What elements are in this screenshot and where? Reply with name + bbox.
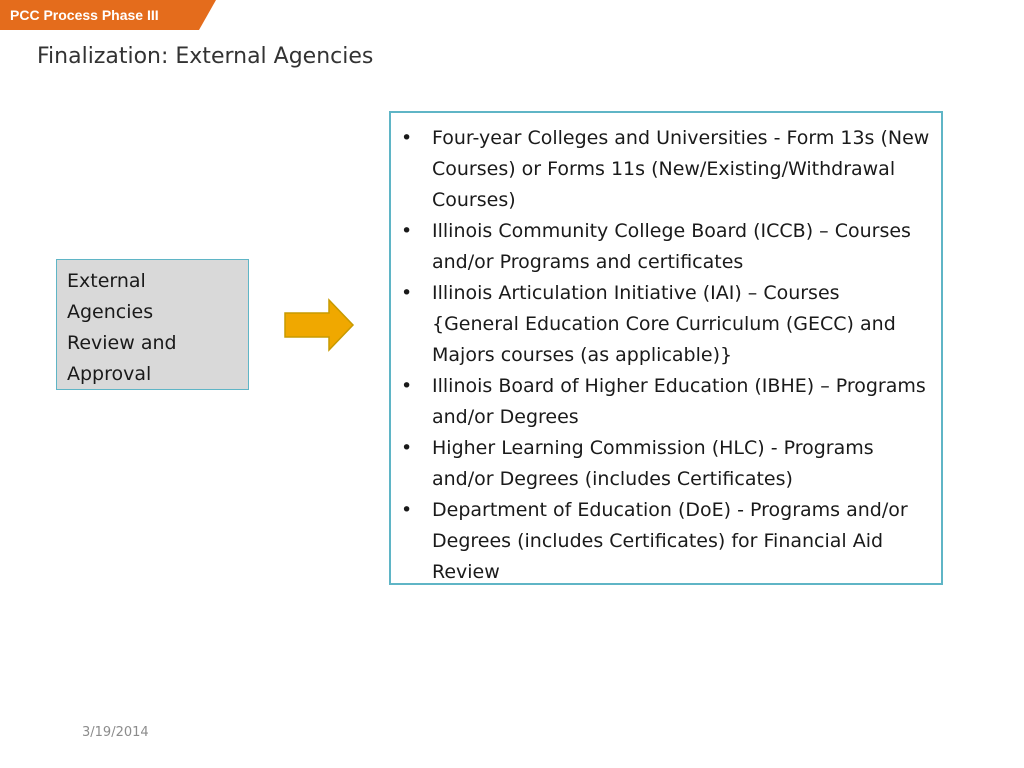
list-item bbox=[391, 433, 931, 495]
bullet-icon: • bbox=[401, 437, 413, 459]
right-arrow-icon bbox=[283, 298, 355, 352]
list-item bbox=[391, 371, 931, 433]
bullet-icon: • bbox=[401, 127, 413, 149]
list-item-text: Illinois Articulation Initiative (IAI) – Courses {General Education Core Curriculum (GECC) and Majors courses (as applicable)} bbox=[432, 282, 896, 366]
arrow-shape bbox=[285, 300, 353, 350]
list-item bbox=[391, 278, 931, 371]
list-item bbox=[391, 123, 931, 216]
bullet-icon: • bbox=[401, 282, 413, 304]
page-title: Finalization: External Agencies bbox=[37, 44, 374, 69]
banner-label: PCC Process Phase III bbox=[10, 7, 159, 23]
left-box-line: Approval bbox=[67, 363, 152, 385]
list-item-text: Illinois Board of Higher Education (IBHE) – Programs and/or Degrees bbox=[432, 375, 926, 428]
list-item-text: Higher Learning Commission (HLC) - Programs and/or Degrees (includes Certificates) bbox=[432, 437, 874, 490]
agencies-list bbox=[391, 123, 931, 588]
slide-date: 3/19/2014 bbox=[82, 725, 149, 740]
bullet-icon: • bbox=[401, 220, 413, 242]
list-item-text: Illinois Community College Board (ICCB) – Courses and/or Programs and certificates bbox=[432, 220, 911, 273]
list-item bbox=[391, 495, 931, 588]
left-box-line: External bbox=[67, 270, 146, 292]
list-item bbox=[391, 216, 931, 278]
bullet-icon: • bbox=[401, 375, 413, 397]
bullet-icon: • bbox=[401, 499, 413, 521]
external-agencies-box bbox=[56, 259, 249, 390]
agencies-list-box bbox=[389, 111, 943, 585]
left-box-line: Review and bbox=[67, 332, 177, 354]
list-item-text: Four-year Colleges and Universities - Form 13s (New Courses) or Forms 11s (New/Existing/Withdrawal Courses) bbox=[432, 127, 930, 211]
left-box-line: Agencies bbox=[67, 301, 154, 323]
list-item-text: Department of Education (DoE) - Programs and/or Degrees (includes Certificates) for Financial Aid Review bbox=[432, 499, 908, 583]
